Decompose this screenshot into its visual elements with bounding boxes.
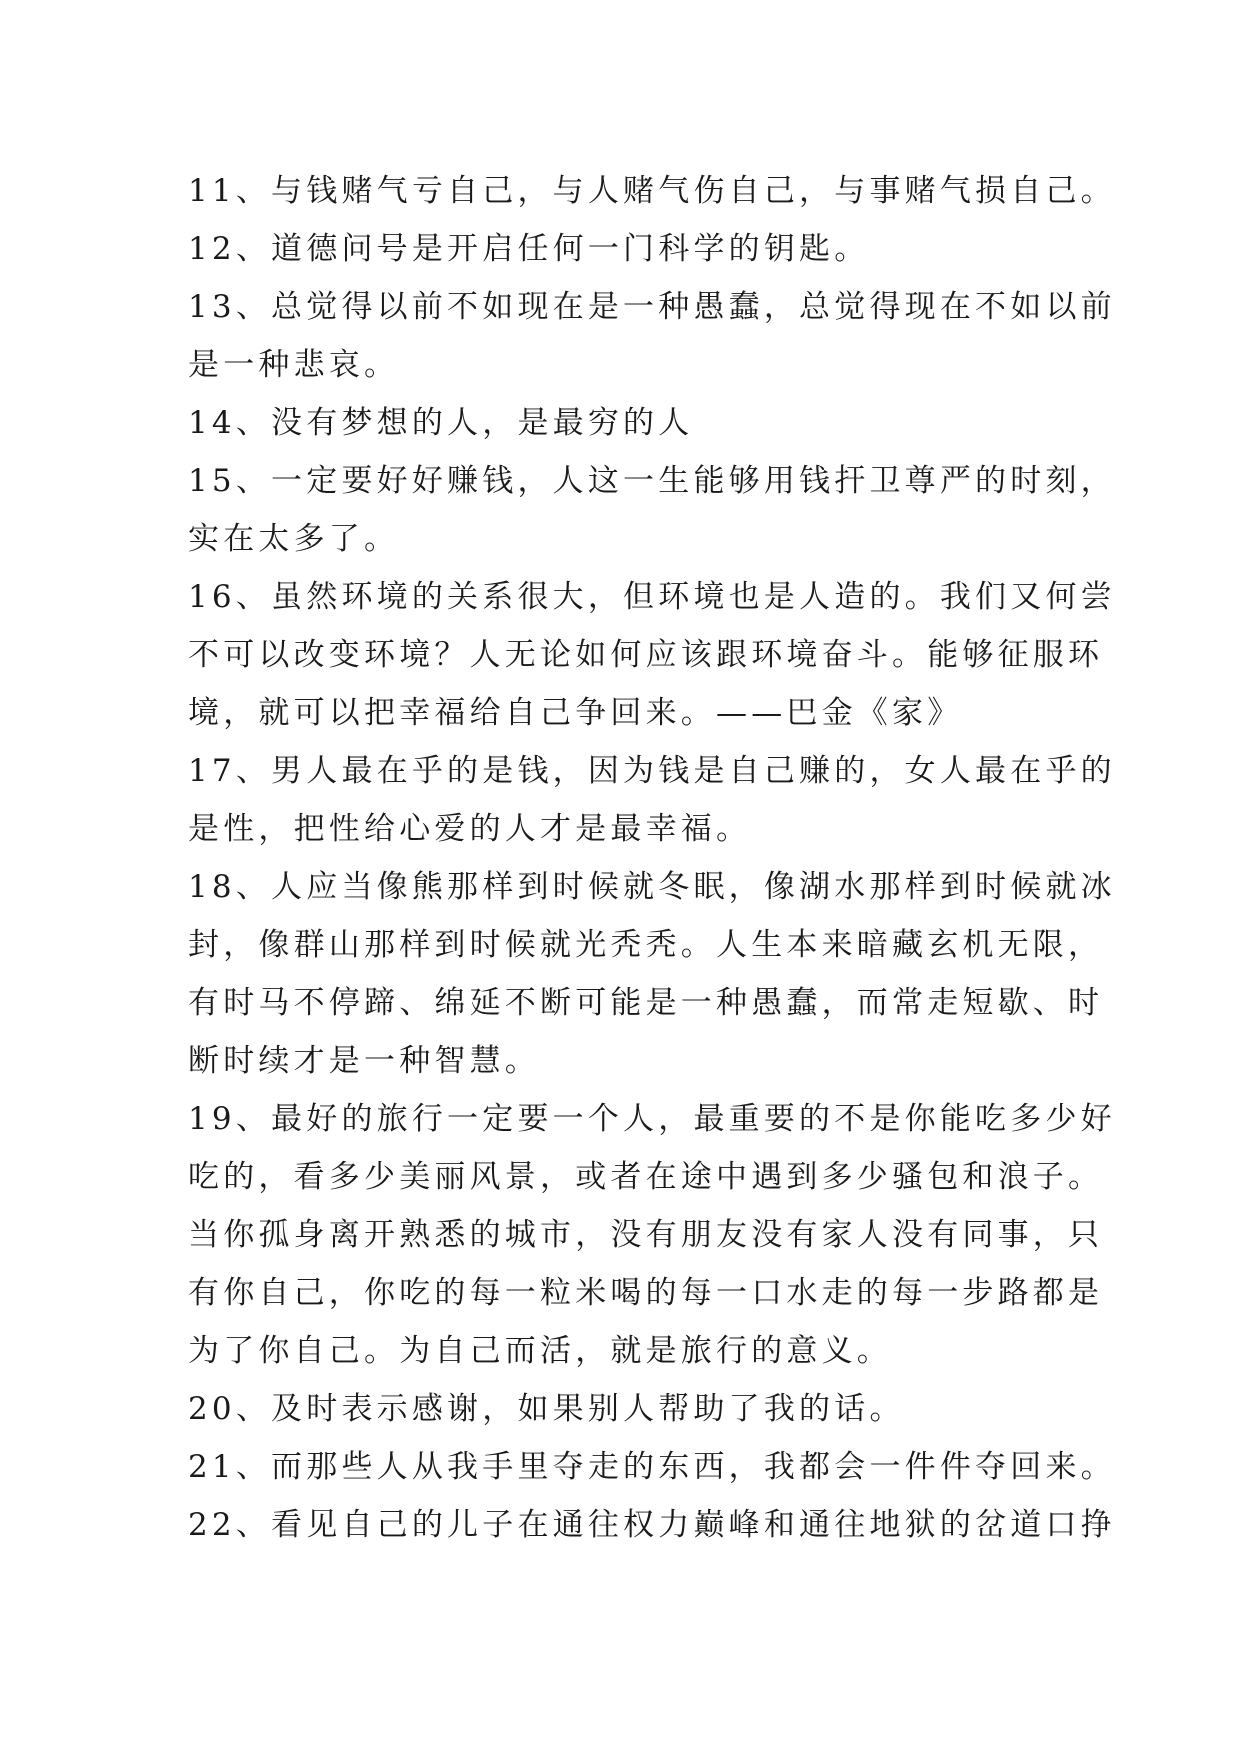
text-line-19: 当你孤身离开熟悉的城市，没有朋友没有家人没有同事，只 <box>188 1217 1104 1253</box>
text-line-3: 13、总觉得以前不如现在是一种愚蠢，总觉得现在不如以前 <box>188 289 1116 325</box>
text-line-21: 为了你自己。为自己而活，就是旅行的意义。 <box>188 1333 892 1369</box>
text-line-8: 16、虽然环境的关系很大，但环境也是人造的。我们又何尝 <box>188 579 1116 615</box>
text-line-1: 11、与钱赌气亏自己，与人赌气伤自己，与事赌气损自己。 <box>188 173 1116 209</box>
text-line-11: 17、男人最在乎的是钱，因为钱是自己赚的，女人最在乎的 <box>188 753 1116 789</box>
text-line-14: 封，像群山那样到时候就光秃秃。人生本来暗藏玄机无限， <box>188 927 1104 963</box>
text-line-4: 是一种悲哀。 <box>188 347 400 383</box>
text-line-12: 是性，把性给心爱的人才是最幸福。 <box>188 811 752 847</box>
text-line-16: 断时续才是一种智慧。 <box>188 1043 540 1079</box>
text-line-18: 吃的，看多少美丽风景，或者在途中遇到多少骚包和浪子。 <box>188 1159 1104 1195</box>
document-body <box>188 162 1116 1554</box>
text-line-22: 20、及时表示感谢，如果别人帮助了我的话。 <box>188 1391 905 1427</box>
text-line-20: 有你自己，你吃的每一粒米喝的每一口水走的每一步路都是 <box>188 1275 1104 1311</box>
text-line-10: 境，就可以把幸福给自己争回来。——巴金《家》 <box>188 695 963 731</box>
text-line-17: 19、最好的旅行一定要一个人，最重要的不是你能吃多少好 <box>188 1101 1116 1137</box>
text-line-23: 21、而那些人从我手里夺走的东西，我都会一件件夺回来。 <box>188 1449 1116 1485</box>
text-line-13: 18、人应当像熊那样到时候就冬眠，像湖水那样到时候就冰 <box>188 869 1116 905</box>
text-line-24: 22、看见自己的儿子在通往权力巅峰和通往地狱的岔道口挣 <box>188 1507 1116 1543</box>
text-line-9: 不可以改变环境？人无论如何应该跟环境奋斗。能够征服环 <box>188 637 1104 673</box>
text-line-2: 12、道德问号是开启任何一门科学的钥匙。 <box>188 231 870 267</box>
text-line-15: 有时马不停蹄、绵延不断可能是一种愚蠢，而常走短歇、时 <box>188 985 1104 1021</box>
text-line-5: 14、没有梦想的人，是最穷的人 <box>188 405 694 441</box>
text-line-6: 15、一定要好好赚钱，人这一生能够用钱扞卫尊严的时刻， <box>188 463 1116 499</box>
text-line-7: 实在太多了。 <box>188 521 400 557</box>
